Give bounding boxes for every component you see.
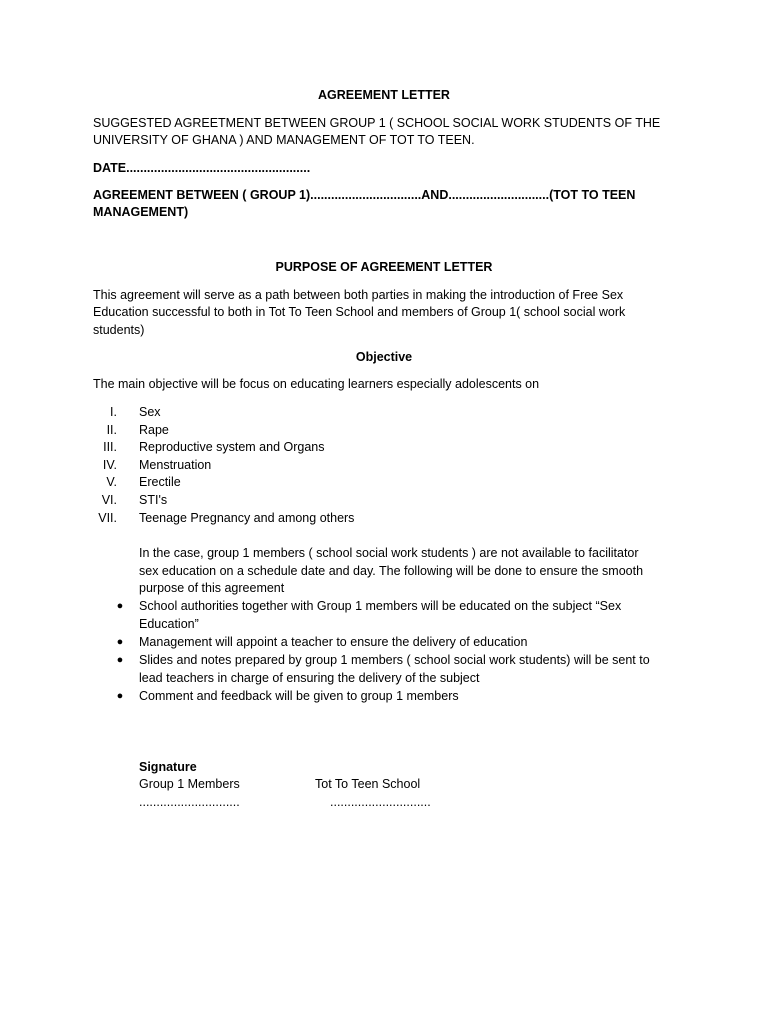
purpose-line-3: students) (93, 323, 145, 337)
list-item-text: Menstruation (139, 458, 212, 472)
bullet-icon: ● (116, 654, 124, 666)
list-item-text: Reproductive system and Organs (139, 440, 325, 454)
signature-right-line: ............................. (330, 795, 431, 809)
list-item-number: II. (106, 423, 117, 437)
document-title: AGREEMENT LETTER (318, 88, 450, 102)
bullet-icon: ● (116, 636, 124, 648)
case-line-3: purpose of this agreement (139, 581, 285, 595)
bullet-icon: ● (116, 600, 124, 612)
bullet-text: School authorities together with Group 1 members will be educated on the subject “Sex (139, 599, 622, 613)
bullet-text: Slides and notes prepared by group 1 members ( school social work students) will be sent to (139, 653, 650, 667)
list-item-text: Sex (139, 405, 161, 419)
signature-left-label: Group 1 Members (139, 777, 240, 791)
signature-left-line: ............................. (139, 795, 240, 809)
case-line-2: sex education on a schedule date and day. The following will be done to ensure the smooth (139, 564, 644, 578)
bullet-icon: ● (116, 690, 124, 702)
suggested-agreement-line-2: UNIVERSITY OF GHANA ) AND MANAGEMENT OF TOT TO TEEN. (93, 133, 475, 147)
list-item-number: I. (110, 405, 117, 419)
list-item-number: V. (106, 475, 117, 489)
list-item-text: Teenage Pregnancy and among others (139, 511, 355, 525)
signature-heading: Signature (139, 760, 197, 774)
agreement-between-line-2: MANAGEMENT) (93, 205, 189, 219)
list-item-number: IV. (102, 458, 117, 472)
list-item-text: Rape (139, 423, 169, 437)
agreement-between-line-1: AGREEMENT BETWEEN ( GROUP 1)................................AND.............................(TOT TO TEEN (93, 188, 636, 202)
purpose-heading: PURPOSE OF AGREEMENT LETTER (275, 260, 493, 274)
list-item-number: III. (103, 440, 117, 454)
date-line: DATE..................................................... (93, 161, 311, 175)
bullet-text-continued: lead teachers in charge of ensuring the delivery of the subject (139, 671, 480, 685)
purpose-line-2: Education successful to both in Tot To Teen School and members of Group 1( school social work (93, 305, 626, 319)
purpose-line-1: This agreement will serve as a path between both parties in making the introduction of Free Sex (93, 288, 624, 302)
suggested-agreement-line-1: SUGGESTED AGREETMENT BETWEEN GROUP 1 ( SCHOOL SOCIAL WORK STUDENTS OF THE (93, 116, 661, 130)
signature-right-label: Tot To Teen School (315, 777, 421, 791)
bullet-text-continued: Education” (139, 617, 199, 631)
case-line-1: In the case, group 1 members ( school social work students ) are not available to facilitator (139, 546, 639, 560)
list-item-text: STI's (139, 493, 168, 507)
objective-intro: The main objective will be focus on educating learners especially adolescents on (93, 377, 540, 391)
list-item-number: VII. (98, 511, 117, 525)
list-item-text: Erectile (139, 475, 181, 489)
bullet-text: Management will appoint a teacher to ensure the delivery of education (139, 635, 528, 649)
bullet-text: Comment and feedback will be given to group 1 members (139, 689, 459, 703)
objective-heading: Objective (355, 350, 413, 364)
list-item-number: VI. (101, 493, 117, 507)
